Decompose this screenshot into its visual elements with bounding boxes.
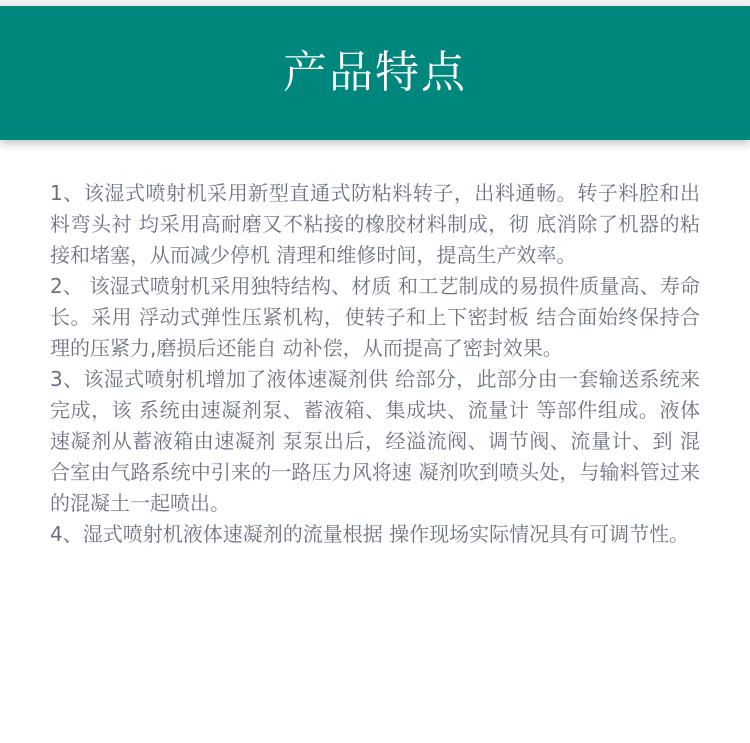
feature-item-1: 1、该湿式喷射机采用新型直通式防粘料转子，出料通畅。转子料腔和出料弯头衬 均采用高耐磨又不粘接的橡胶材料制成，彻 底消除了机器的粘接和堵塞，从而减少停机 清理和维修时间，提高生产效率。 (50, 181, 700, 267)
feature-item-4: 4、湿式喷射机液体速凝剂的流量根据 操作现场实际情况具有可调节性。 (50, 522, 690, 546)
feature-item-2: 2、 该湿式喷射机采用独特结构、材质 和工艺制成的易损件质量高、寿命长。采用 浮动式弹性压紧机构，使转子和上下密封板 结合面始终保持合理的压紧力,磨损后还能自 动补偿，从而提高了密封效果。 (50, 274, 700, 360)
page-title: 产品特点 (283, 47, 467, 98)
feature-list (50, 178, 700, 550)
feature-item-3: 3、该湿式喷射机增加了液体速凝剂供 给部分，此部分由一套输送系统来完成，该 系统由速凝剂泵、蓄液箱、集成块、流量计 等部件组成。液体速凝剂从蓄液箱由速凝剂 泵泵出后，经溢流阀、调节阀、流量计、到 混合室由气路系统中引来的一路压力风将速 凝剂吹到喷头处，与输料管过来的混凝土一起喷出。 (50, 367, 700, 515)
header-banner (0, 6, 750, 140)
